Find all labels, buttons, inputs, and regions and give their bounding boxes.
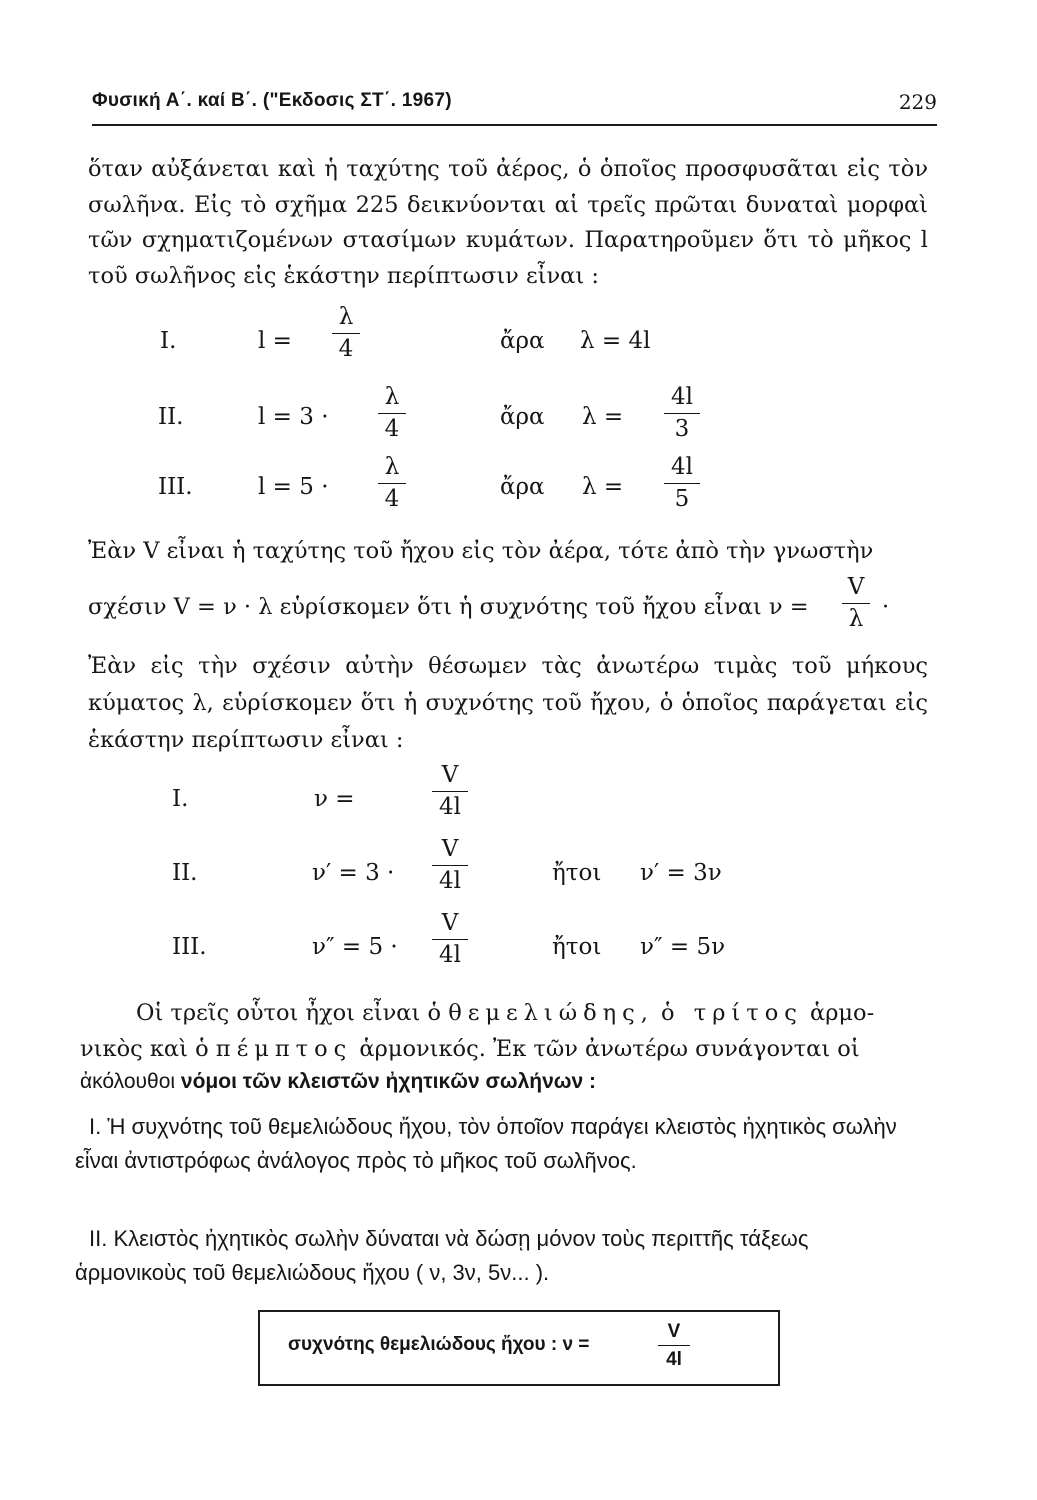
equation-label: III. bbox=[172, 934, 207, 960]
equation-label: II. bbox=[158, 404, 184, 430]
harmonics-text: νικὸς καὶ ὁ bbox=[80, 1036, 209, 1062]
itoi-word: ἤτοι bbox=[552, 860, 602, 886]
page-header bbox=[92, 88, 937, 126]
speed-line-2: σχέσιν V = ν · λ εὑρίσκομεν ὅτι ἡ συχνότης τοῦ ἤχου εἶναι ν = bbox=[88, 594, 809, 620]
fraction-numerator: 4l bbox=[671, 454, 693, 480]
fraction bbox=[432, 764, 468, 819]
fraction-numerator: V bbox=[847, 574, 865, 600]
fraction bbox=[378, 456, 406, 511]
fraction-denominator: 5 bbox=[674, 486, 690, 512]
fraction bbox=[432, 838, 468, 893]
fraction-numerator: V bbox=[441, 910, 459, 936]
equation-label: I. bbox=[160, 328, 177, 354]
fraction bbox=[658, 1322, 690, 1369]
harmonics-text: ἀκόλουθοι bbox=[80, 1070, 176, 1093]
fraction-denominator: λ bbox=[848, 606, 864, 632]
running-title: Φυσική Α΄. καί Β΄. ("Εκδοσις ΣΤ΄. 1967) bbox=[92, 90, 452, 111]
equation-result: ν″ = 5ν bbox=[640, 934, 726, 960]
fraction bbox=[432, 912, 468, 967]
fraction bbox=[664, 386, 700, 441]
equation-lhs: ν″ = 5 · bbox=[312, 934, 398, 960]
ara-word: ἄρα bbox=[500, 404, 545, 430]
fraction-numerator: 4l bbox=[671, 384, 693, 410]
substitution-paragraph: Ἐὰν εἰς τὴν σχέσιν αὐτὴν θέσωμεν τὰς ἀνωτέρω τιμὰς τοῦ μήκους κύματος λ, εὑρίσκομεν ὅτι ἡ συχνότης τοῦ ἤχου, ὁ ὁποῖος παράγεται εἰς ἑκάστην περίπτωσιν εἶναι : bbox=[88, 653, 928, 753]
equation-lhs: ν′ = 3 · bbox=[312, 860, 395, 886]
harmonics-text: ἁρμονικός. Ἐκ τῶν ἀνωτέρω συνάγονται οἱ bbox=[359, 1036, 860, 1062]
fraction-denominator: 4 bbox=[384, 486, 400, 512]
fraction-denominator: 4l bbox=[439, 868, 461, 894]
fraction-denominator: 4 bbox=[338, 336, 354, 362]
term-third: ὁ τρίτος bbox=[661, 1000, 803, 1026]
summary-box bbox=[258, 1310, 780, 1386]
speed-line-2-end: · bbox=[882, 594, 890, 620]
fraction-denominator: 4l bbox=[439, 794, 461, 820]
harmonics-line-2 bbox=[80, 1036, 860, 1062]
equation-lhs: l = bbox=[258, 328, 292, 354]
fraction-denominator: 3 bbox=[674, 416, 690, 442]
speed-line-1: Ἐὰν V εἶναι ἡ ταχύτης τοῦ ἤχου εἰς τὸν ἀέρα, τότε ἀπὸ τὴν γνωστὴν bbox=[88, 538, 874, 564]
equation-label: III. bbox=[158, 474, 193, 500]
intro-paragraph: ὅταν αὐξάνεται καὶ ἡ ταχύτης τοῦ ἀέρος, ὁ ὁποῖος προσφυσᾶται εἰς τὸν σωλῆνα. Εἰς τὸ σχῆμα 225 δεικνύονται αἱ τρεῖς πρῶται δυναταὶ μορφαὶ τῶν σχηματιζομένων στασίμων κυμάτων. Παρατηροῦμεν ὅτι τὸ μῆκος l τοῦ σωλῆνος εἰς ἑκάστην περίπτωσιν εἶναι : bbox=[88, 156, 928, 289]
term-fifth: πέμπτος bbox=[215, 1036, 353, 1062]
fraction-numerator: λ bbox=[338, 304, 354, 330]
equation-label: I. bbox=[172, 786, 189, 812]
fraction-denominator: 4l bbox=[439, 942, 461, 968]
fraction bbox=[332, 306, 360, 361]
harmonics-line-3 bbox=[80, 1070, 596, 1094]
itoi-word: ἤτοι bbox=[552, 934, 602, 960]
equation-lhs: ν = bbox=[314, 786, 355, 812]
harmonics-text: ἁρμο- bbox=[810, 1000, 875, 1026]
ara-word: ἄρα bbox=[500, 474, 545, 500]
fraction-numerator: λ bbox=[384, 384, 400, 410]
equation-label: II. bbox=[172, 860, 198, 886]
equation-result: ν′ = 3ν bbox=[640, 860, 722, 886]
equation-lhs: l = 5 · bbox=[258, 474, 329, 500]
fraction bbox=[842, 576, 870, 631]
law-2: II. Κλειστὸς ἠχητικὸς σωλὴν δύναται νὰ δώσῃ μόνον τοὺς περιττῆς τάξεως ἁρμονικοὺς τοῦ θεμελιώδους ἤχου ( ν, 3ν, 5ν... ). bbox=[75, 1226, 809, 1285]
harmonics-line-1 bbox=[136, 1000, 874, 1026]
equation-rhs: λ = 4l bbox=[580, 328, 651, 354]
ara-word: ἄρα bbox=[500, 328, 545, 354]
fraction-denominator: 4 bbox=[384, 416, 400, 442]
equation-rhs: λ = bbox=[582, 404, 624, 430]
fraction-numerator: λ bbox=[384, 454, 400, 480]
law-1: I. Ἡ συχνότης τοῦ θεμελιώδους ἤχου, τὸν ὁποῖον παράγει κλειστὸς ἠχητικὸς σωλὴν εἶναι ἀντιστρόφως ἀνάλογος πρὸς τὸ μῆκος τοῦ σωλῆνος. bbox=[75, 1114, 897, 1173]
fraction bbox=[664, 456, 700, 511]
laws-heading: νόμοι τῶν κλειστῶν ἠχητικῶν σωλήνων : bbox=[180, 1070, 596, 1093]
summary-label: συχνότης θεμελιώδους ἤχου : ν = bbox=[288, 1334, 590, 1355]
term-fundamental: θεμελιώδης, bbox=[448, 1000, 654, 1026]
page-number: 229 bbox=[898, 90, 937, 114]
fraction bbox=[378, 386, 406, 441]
harmonics-text: Οἱ τρεῖς οὗτοι ἦχοι εἶναι ὁ bbox=[136, 1000, 442, 1026]
equation-rhs: λ = bbox=[582, 474, 624, 500]
fraction-numerator: V bbox=[667, 1321, 681, 1342]
equation-lhs: l = 3 · bbox=[258, 404, 329, 430]
fraction-denominator: 4l bbox=[666, 1349, 682, 1370]
fraction-numerator: V bbox=[441, 762, 459, 788]
fraction-numerator: V bbox=[441, 836, 459, 862]
